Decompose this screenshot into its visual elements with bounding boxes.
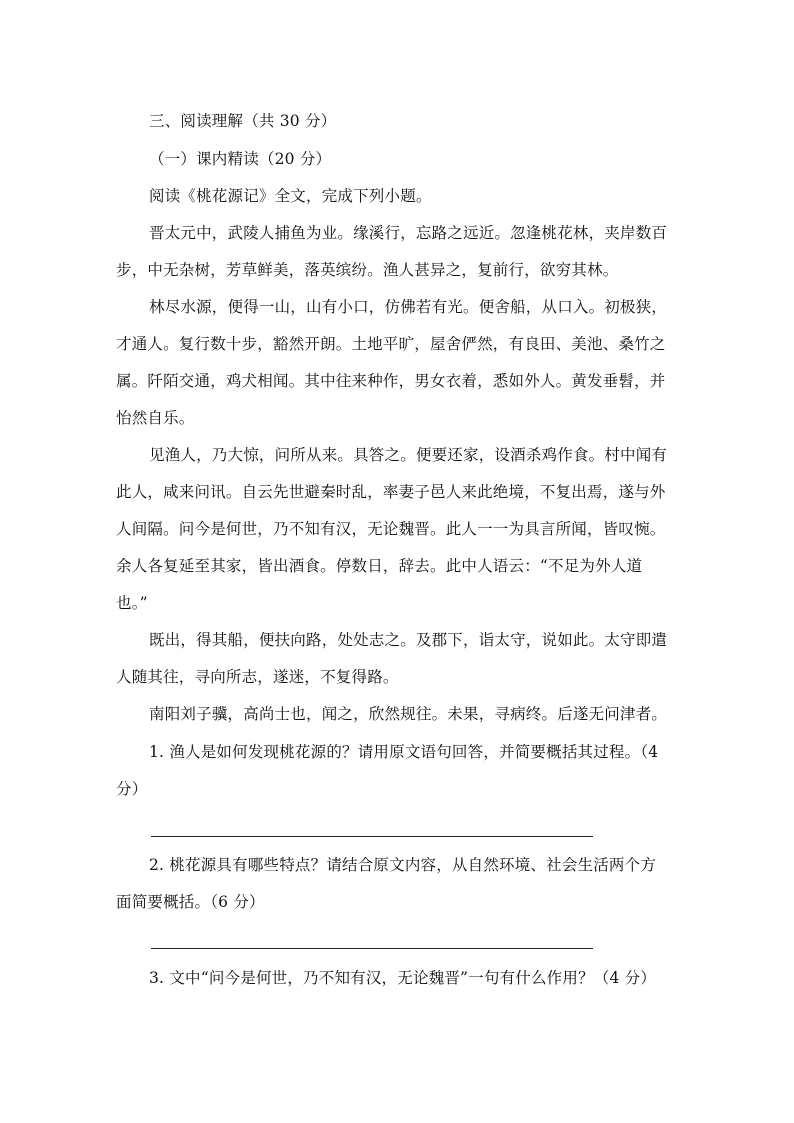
question-3-line1: 3. 文中“问今是何世，乃不知有汉，无论魏晋”一句有什么作用？（4 分） <box>149 969 657 987</box>
question-1-answer-line[interactable] <box>151 836 593 837</box>
question-1-line2: 分） <box>116 780 148 798</box>
passage-p4-line1: 既出，得其船，便扶向路，处处志之。及郡下，诣太守，说如此。太守即遣 <box>149 631 668 649</box>
passage-p2-line4: 怡然自乐。 <box>116 409 195 427</box>
passage-p3-line1: 见渔人，乃大惊，问所从来。具答之。便要还家，设酒杀鸡作食。村中闻有 <box>149 446 668 464</box>
section-title: 三、阅读理解（共 30 分） <box>149 112 337 130</box>
passage-p1-line1: 晋太元中，武陵人捕鱼为业。缘溪行，忘路之远近。忽逢桃花林，夹岸数百 <box>149 224 668 242</box>
passage-p2-line2: 才通人。复行数十步，豁然开朗。土地平旷，屋舍俨然，有良田、美池、桑竹之 <box>116 335 666 353</box>
passage-p3-line2: 此人，咸来问讯。自云先世避秦时乱，率妻子邑人来此绝境，不复出焉，遂与外 <box>116 483 666 501</box>
section-subtitle: （一）课内精读（20 分） <box>149 150 332 168</box>
passage-p3-line5: 也。” <box>116 594 148 612</box>
passage-p2-line1: 林尽水源，便得一山，山有小口，仿佛若有光。便舍船，从口入。初极狭， <box>149 298 668 316</box>
passage-p2-line3: 属。阡陌交通，鸡犬相闻。其中往来种作，男女衣着，悉如外人。黄发垂髫，并 <box>116 372 666 390</box>
question-2-line2: 面简要概括。（6 分） <box>116 893 265 911</box>
reading-instruction: 阅读《桃花源记》全文，完成下列小题。 <box>149 187 432 205</box>
passage-p5-line1: 南阳刘子骥，高尚士也，闻之，欣然规往。未果，寻病终。后遂无问津者。 <box>149 705 668 723</box>
question-1-line1: 1. 渔人是如何发现桃花源的？请用原文语句回答，并简要概括其过程。（4 <box>149 743 659 761</box>
passage-p3-line4: 余人各复延至其家，皆出酒食。停数日，辞去。此中人语云：“不足为外人道 <box>116 557 643 575</box>
question-2-answer-line[interactable] <box>151 948 593 949</box>
passage-p1-line2: 步，中无杂树，芳草鲜美，落英缤纷。渔人甚异之，复前行，欲穷其林。 <box>116 261 619 279</box>
passage-p4-line2: 人随其往，寻向所志，遂迷，不复得路。 <box>116 668 399 686</box>
question-2-line1: 2. 桃花源具有哪些特点？请结合原文内容，从自然环境、社会生活两个方 <box>149 856 657 874</box>
passage-p3-line3: 人间隔。问今是何世，乃不知有汉，无论魏晋。此人一一为具言所闻，皆叹惋。 <box>116 520 666 538</box>
